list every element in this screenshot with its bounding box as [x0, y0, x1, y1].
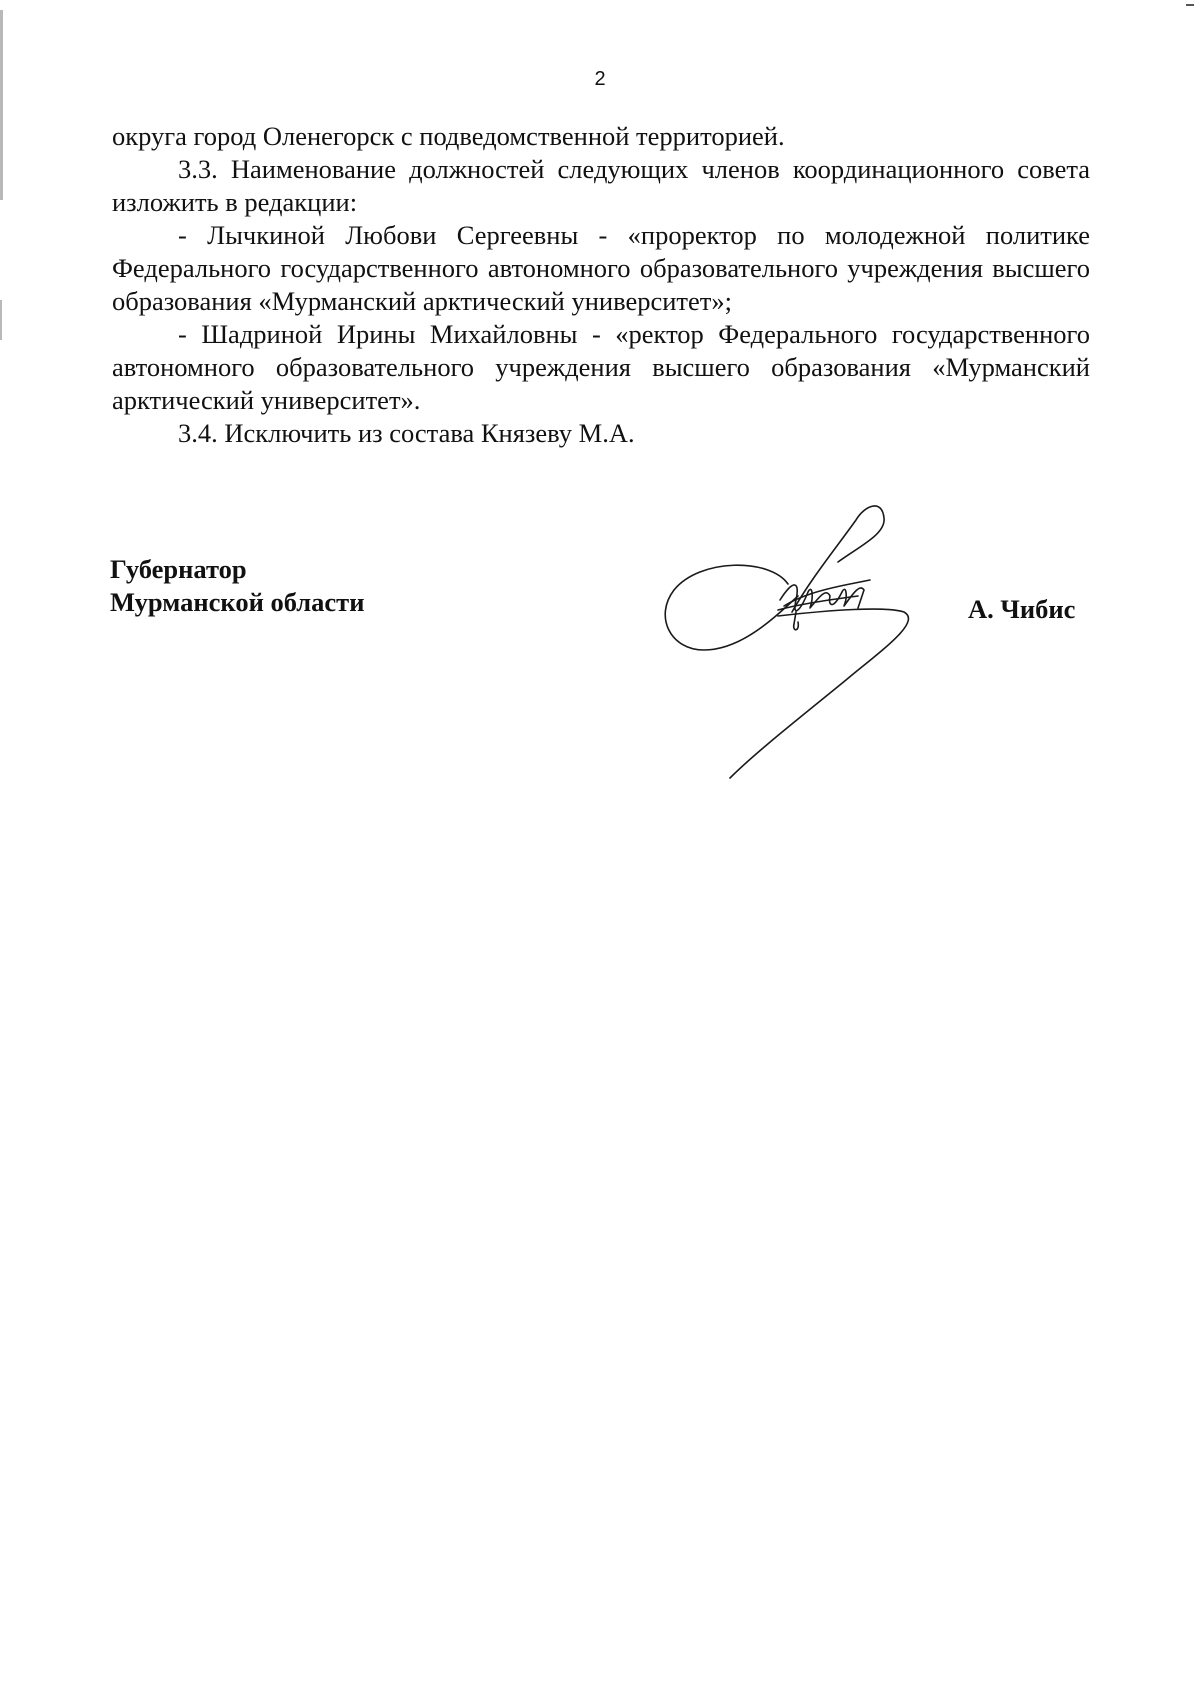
- paragraph: - Шадриной Ирины Михайловны - «ректор Федерального государственного автономного образовательного учреждения высшего образования «Мурманский арктический университет».: [112, 319, 1090, 415]
- scan-edge-mark: [0, 10, 3, 200]
- handwritten-signature: [660, 500, 960, 790]
- signer-title-line: Губернатор: [110, 554, 247, 584]
- paragraph: 3.3. Наименование должностей следующих членов координационного совета изложить в редакции:: [112, 154, 1090, 217]
- signer-title: [110, 553, 364, 619]
- document-body: [112, 120, 1090, 450]
- paragraph: - Лычкиной Любови Сергеевны - «проректор по молодежной политике Федерального государственного автономного образовательного учреждения высшего образования «Мурманский арктический университет»;: [112, 220, 1090, 316]
- signer-title-line: Мурманской области: [110, 587, 365, 617]
- scan-edge-mark: [0, 300, 2, 340]
- paragraph: 3.4. Исключить из состава Князеву М.А.: [178, 418, 635, 448]
- page-number: 2: [594, 68, 606, 90]
- paragraph: округа город Оленегорск с подведомственной территорией.: [112, 121, 785, 151]
- signer-name: А. Чибис: [968, 594, 1076, 624]
- scan-corner-mark: [1186, 4, 1194, 6]
